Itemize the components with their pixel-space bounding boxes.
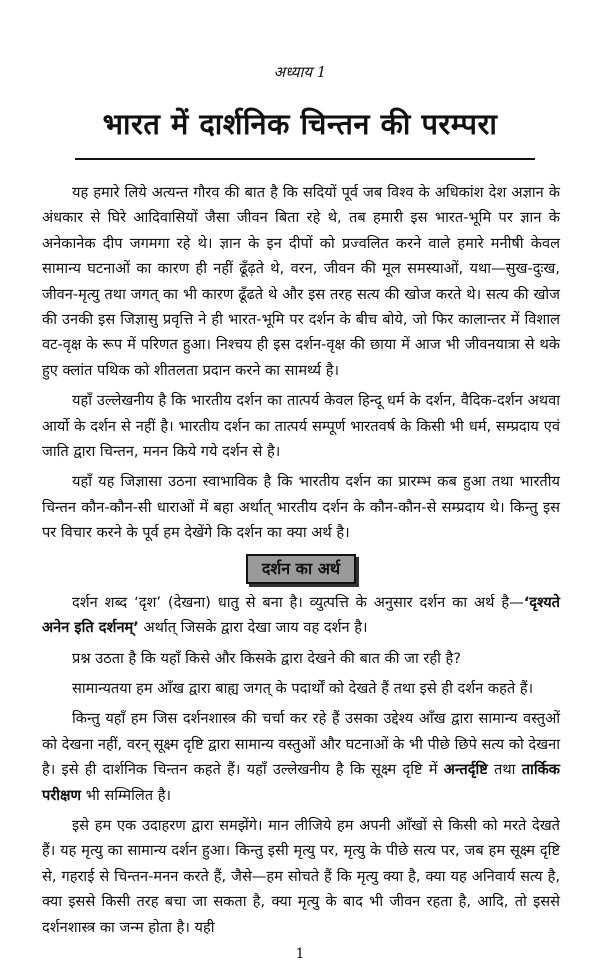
title-divider	[75, 158, 535, 160]
paragraph-question: प्रश्न उठता है कि यहाँ किसे और किसके द्वारा देखने की बात की जा रही है?	[72, 649, 462, 667]
paragraph-intro-3: यहाँ यह जिज्ञासा उठना स्वाभाविक है कि भारतीय दर्शन का प्रारम्भ कब हुआ तथा भारतीय चिन्तन कौन-कौन-सी धाराओं में बहा अर्थात् भारतीय दर्शन के कौन-कौन-से सम्प्रदाय थे। किन्तु इस पर विचार करने के पूर्व हम देखेंगे कि दर्शन का क्या अर्थ है।	[42, 473, 560, 542]
paragraph-intro-2: यहाँ उल्लेखनीय है कि भारतीय दर्शन का तात्पर्य केवल हिन्दू धर्म के दर्शन, वैदिक-दर्शन अथवा आर्यो के दर्शन से नहीं है। भारतीय दर्शन का तात्पर्य सम्पूर्ण भारतवर्ष के किसी भी धर्म, सम्प्रदाय एवं जाति द्वारा चिन्तन, मनन किये गये दर्शन से है।	[42, 392, 560, 461]
subtle-bold-logic: तार्किक परीक्षण	[42, 761, 561, 804]
page-number: 1	[295, 946, 305, 962]
subtle-bold-insight: अन्तर्दृष्टि	[443, 761, 488, 779]
paragraph-example: इसे हम एक उदाहरण द्वारा समझेंगे। मान लीजिये हम अपनी आँखों से किसी को मरते देखते हैं। यह मृत्यु का सामान्य दर्शन हुआ। किन्तु इसी मृत्यु पर, मृत्यु के पीछे सत्य पर, जब हम सूक्ष्म दृष्टि से, गहराई से चिन्तन-मनन करते हैं, जैसे—हम सोचते हैं कि मृत्यु क्या है, क्या यह अनिवार्य सत्य है, क्या इससे किसी तरह बचा जा सकता है, क्या मृत्यु के बाद भी जीवन रहता है, आदि, तो इससे दर्शनशास्त्र का जन्म होता है। यही	[42, 816, 560, 936]
paragraph-subtle-vision	[42, 706, 560, 808]
definition-sanskrit: ‘दृश्यते अनेन इति दर्शनम्’	[42, 593, 560, 637]
subtle-text-b: भी सम्मिलित है।	[81, 786, 172, 804]
definition-text-b: अर्थात् जिसके द्वारा देखा जाय वह दर्शन है।	[138, 619, 368, 637]
paragraph-intro-1: यह हमारे लिये अत्यन्त गौरव की बात है कि सदियों पूर्व जब विश्व के अधिकांश देश अज्ञान के अंधकार से घिरे आदिवासियों जैसा जीवन बिता रहे थे, तब हमारी इस भारत-भूमि पर ज्ञान के अनेकानेक दीप जगमगा रहे थे। ज्ञान के इन दीपों को प्रज्वलित करने वाले हमारे मनीषी केवल सामान्य घटनाओं का कारण ही नहीं ढूँढ़ते थे, वरन, जीवन की मूल समस्याओं, यथा—सुख-दुःख, जीवन-मृत्यु तथा जगत् का भी कारण ढूँढते थे और इस तरह सत्य की खोज करते थे। सत्य की खोज की उनकी इस जिज्ञासु प्रवृत्ति ने ही भारत-भूमि पर दर्शन के बीच बोये, जो फिर कालान्तर में विशाल वट-वृक्ष के रूप में परिणत हुआ। निश्चय ही इस दर्शन-वृक्ष की छाया में आज भी जीवनयात्रा से थके हुए क्लांत पथिक को शीतलता प्रदान करने का सामर्थ्य है।	[42, 184, 560, 379]
definition-text-a: दर्शन शब्द ‘दृश’ (देखना) धातु से बना है। व्युत्पत्ति के अनुसार दर्शन का अर्थ है—	[72, 593, 524, 611]
chapter-title: भारत में दार्शनिक चिन्तन की परम्परा	[102, 107, 498, 141]
body-text	[42, 180, 560, 945]
subtle-text-mid: तथा	[487, 761, 522, 779]
subtle-text-a: किन्तु यहाँ हम जिस दर्शनशास्त्र की चर्चा कर रहे हैं उसका उद्देश्य आँख द्वारा सामान्य वस्तुओं को देखना नहीं, वरन् सूक्ष्म दृष्टि द्वारा सामान्य वस्तुओं और घटनाओं के भी पीछे छिपे सत्य को देखना है। इसे ही दार्शनिक चिन्तन कहते हैं। यहाँ उल्लेखनीय है कि सूक्ष्म दृष्टि में	[42, 710, 560, 779]
paragraph-general: सामान्यतया हम आँख द्वारा बाह्य जगत् के पदार्थों को देखते हैं तथा इसे ही दर्शन कहते हैं।	[72, 679, 534, 697]
paragraph-definition	[42, 590, 560, 641]
section-heading: दर्शन का अर्थ	[246, 554, 356, 584]
chapter-label: अध्याय 1	[273, 63, 327, 81]
section-heading-wrap	[42, 554, 560, 584]
